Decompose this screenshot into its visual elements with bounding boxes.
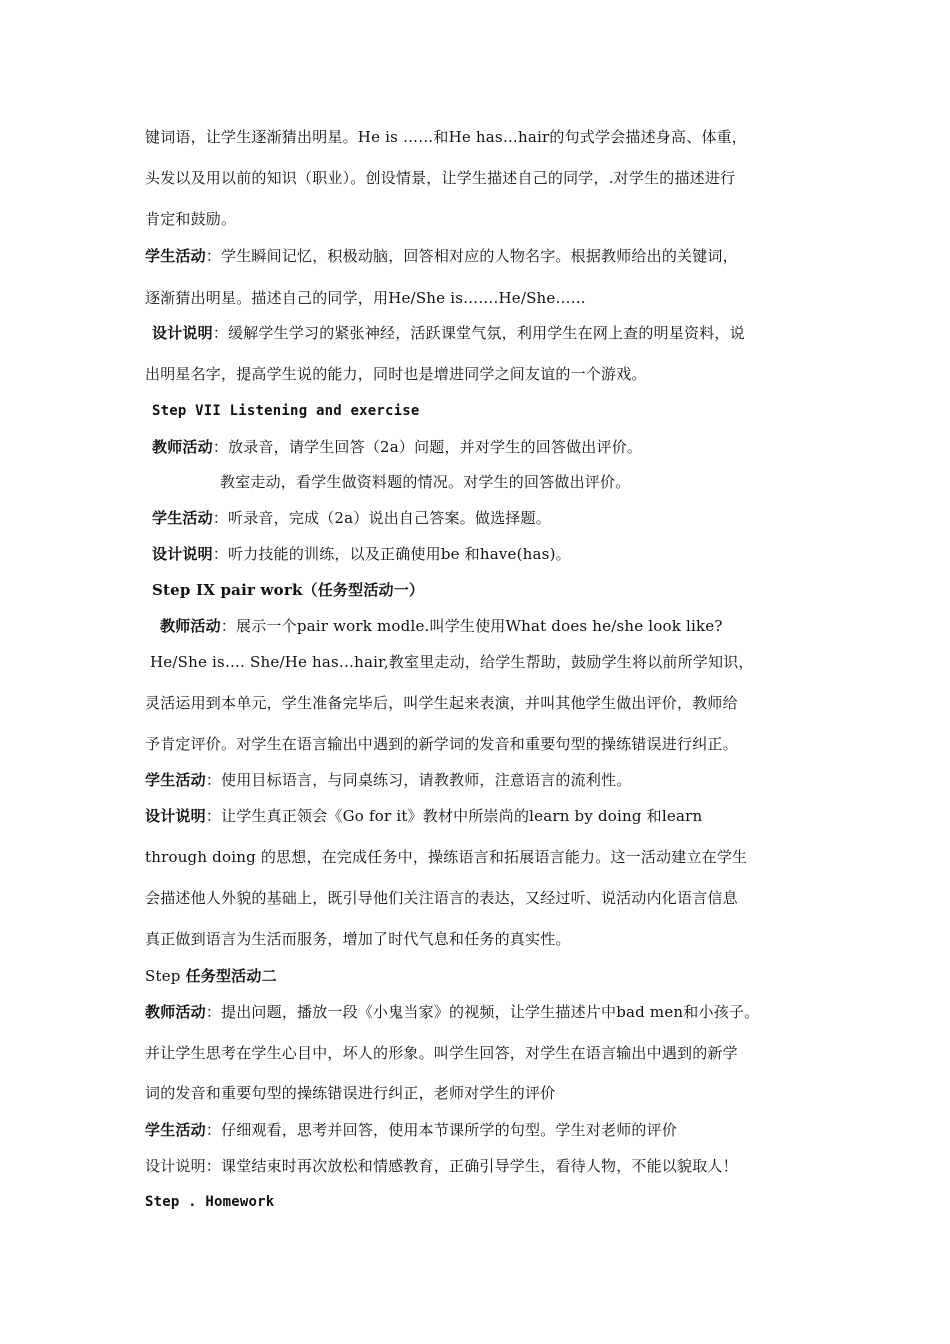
section-text: ：学生瞬间记忆，积极动脑，回答相对应的人物名字。根据教师给出的关键词， [205,247,738,265]
student-activity-line [152,508,832,528]
paragraph-line: 词的发音和重要句型的操练错误进行纠正，老师对学生的评价 [145,1084,556,1102]
section-label: 设计说明 [152,545,213,563]
paragraph-line: through doing 的思想，在完成任务中，操练语言和拓展语言能力。这一活动建立在学生 [145,848,748,866]
step-title: 任务型活动二 [185,967,277,985]
paragraph-line: 真正做到语言为生活而服务，增加了时代气息和任务的真实性。 [145,930,571,948]
paragraph-line: He/She is…. She/He has…hair,教室里走动，给学生帮助，鼓励学生将以前所学知识， [150,653,754,671]
paragraph-line: 予肯定评价。对学生在语言输出中遇到的新学词的发音和重要句型的操练错误进行纠正。 [145,735,738,753]
design-note-line: 设计说明：课堂结束时再次放松和情感教育，正确引导学生，看待人物，不能以貌取人！ [145,1157,738,1175]
section-label: 设计说明 [145,807,206,825]
step-heading: Step IX pair work（任务型活动一） [152,581,425,599]
section-text: ：听录音，完成（2a）说出自己答案。做选择题。 [212,509,551,527]
paragraph-line: 教室走动，看学生做资料题的情况。对学生的回答做出评价。 [220,473,631,491]
section-text: ：展示一个pair work modle.叫学生使用What does he/she look like? [220,617,723,635]
step-heading: Step . Homework [145,1194,275,1210]
section-text: ：提出问题，播放一段《小鬼当家》的视频，让学生描述片中bad men和小孩子。 [205,1003,760,1021]
design-note-line [145,806,825,826]
paragraph-line: 会描述他人外貌的基础上，既引导他们关注语言的表达，又经过听、说活动内化语言信息 [145,889,738,907]
paragraph-line: 键词语，让学生逐渐猜出明星。He is ……和He has…hair的句式学会描述身高、体重， [145,128,747,146]
section-text: ：使用目标语言，与同桌练习，请教教师，注意语言的流利性。 [205,771,632,789]
step-heading: Step VII Listening and exercise [152,403,420,419]
student-activity-line [145,246,825,266]
section-label: 教师活动 [152,438,213,456]
teacher-activity-line [145,1002,825,1022]
student-activity-line [145,770,825,790]
paragraph-line: 出明星名字，提高学生说的能力，同时也是增进同学之间友谊的一个游戏。 [145,365,647,383]
section-text: ：听力技能的训练，以及正确使用be 和have(has)。 [212,545,571,563]
section-text: ：放录音，请学生回答（2a）问题，并对学生的回答做出评价。 [212,438,643,456]
design-note-line [152,544,832,564]
teacher-activity-line [160,616,840,636]
section-text: ：让学生真正领会《Go for it》教材中所崇尚的learn by doing 和learn [205,807,703,825]
step-label: Step [145,967,186,985]
section-label: 学生活动 [152,509,213,527]
paragraph-line: 灵活运用到本单元，学生准备完毕后，叫学生起来表演，并叫其他学生做出评价，教师给 [145,694,738,712]
section-label: 学生活动 [145,247,206,265]
section-label: 教师活动 [160,617,221,635]
section-text: ：仔细观看，思考并回答，使用本节课所学的句型。学生对老师的评价 [205,1121,678,1139]
section-label: 学生活动 [145,1121,206,1139]
section-text: ：缓解学生学习的紧张神经，活跃课堂气氛，利用学生在网上查的明星资料，说 [212,324,745,342]
section-label: 设计说明 [152,324,213,342]
teacher-activity-line [152,437,832,457]
paragraph-line: 头发以及用以前的知识（职业）。创设情景，让学生描述自己的同学，.对学生的描述进行 [145,169,736,187]
paragraph-line: 肯定和鼓励。 [145,210,237,228]
step-heading [145,966,825,986]
student-activity-line [145,1120,825,1140]
design-note-line [152,323,832,343]
paragraph-line: 并让学生思考在学生心目中，坏人的形象。叫学生回答，对学生在语言输出中遇到的新学 [145,1044,738,1062]
section-label: 学生活动 [145,771,206,789]
section-label: 教师活动 [145,1003,206,1021]
paragraph-line: 逐渐猜出明星。描述自己的同学，用He/She is…….He/She…… [145,289,586,307]
